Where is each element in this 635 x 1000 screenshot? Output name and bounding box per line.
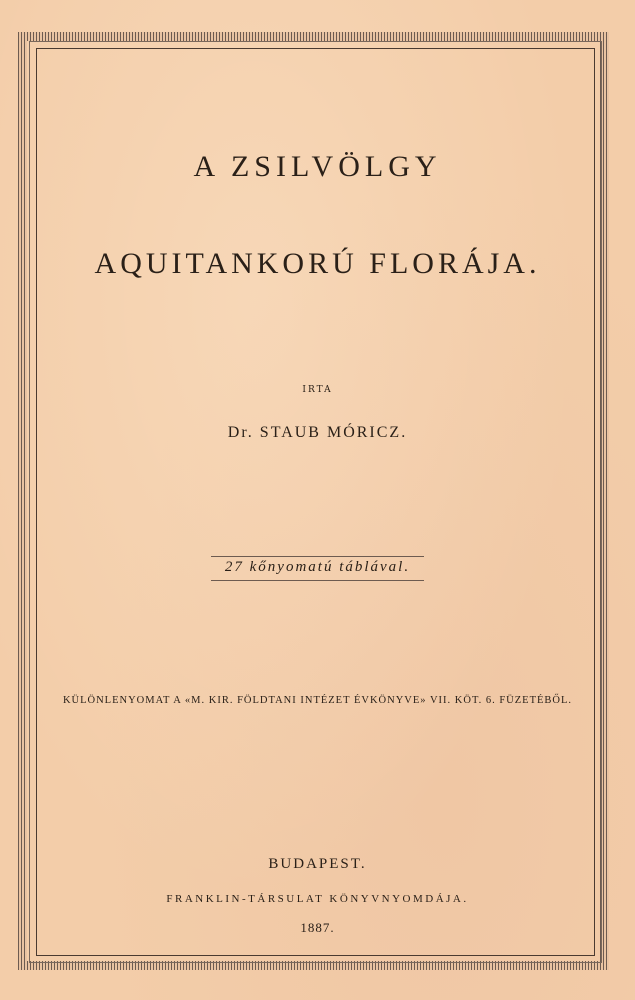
printer-name: FRANKLIN-TÁRSULAT KÖNYVNYOMDÁJA. xyxy=(166,893,469,905)
offprint-note: KÜLÖNLENYOMAT A «M. KIR. FÖLDTANI INTÉZET ÉVKÖNYVE» VII. KÖT. 6. FÜZETÉBŐL. xyxy=(62,695,573,706)
border-rule-inner xyxy=(36,48,595,956)
by-label: IRTA xyxy=(302,385,333,395)
publication-year: 1887. xyxy=(300,920,335,935)
plates-note-wrap xyxy=(0,556,635,581)
title-line-2: AQUITANKORÚ FLORÁJA. xyxy=(94,247,541,280)
author-name: Dr. STAUB MÓRICZ. xyxy=(227,424,408,441)
title-line-1: A ZSILVÖLGY xyxy=(193,150,442,183)
publication-city: BUDAPEST. xyxy=(268,856,367,872)
plates-note: 27 kőnyomatú táblával. xyxy=(211,556,424,581)
